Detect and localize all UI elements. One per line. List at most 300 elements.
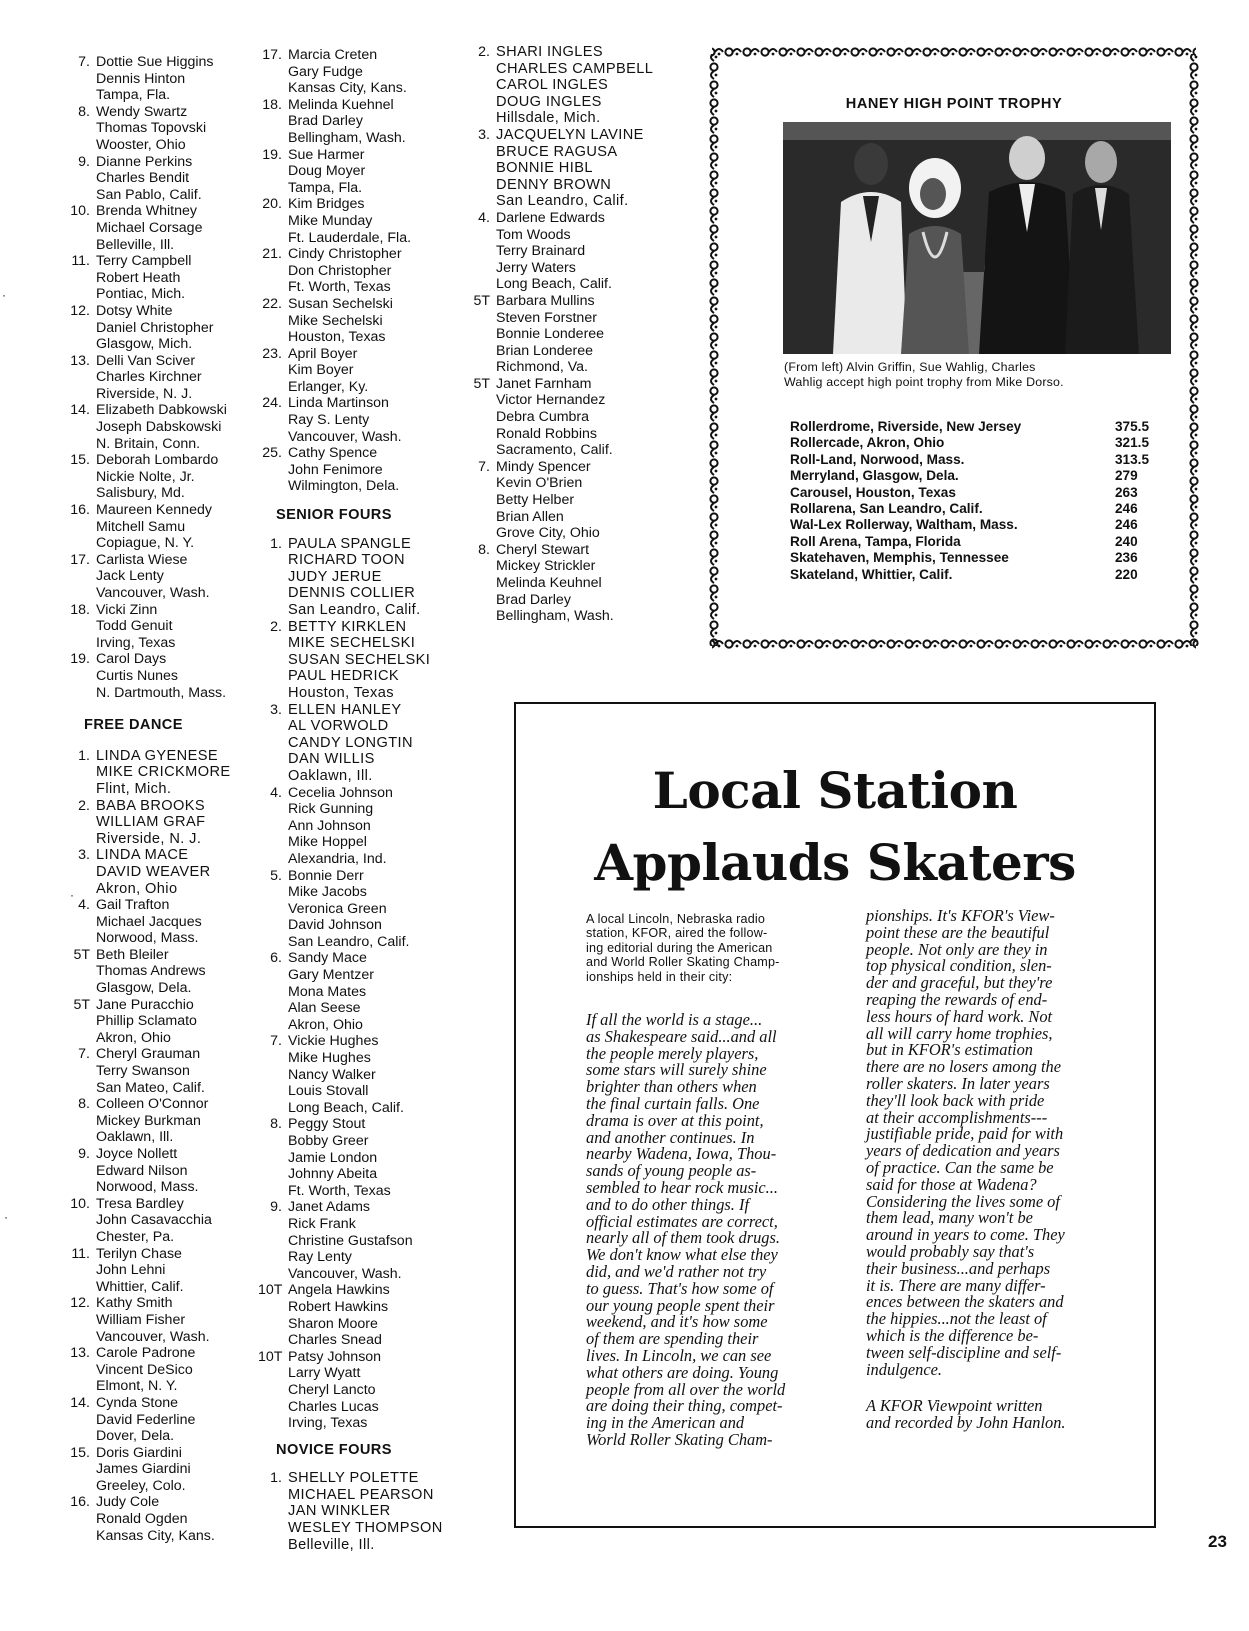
entry-name: Larry Wyatt bbox=[288, 1365, 361, 1382]
entry-name: SHARI INGLES bbox=[496, 44, 603, 60]
editorial-line: reaping the rewards of end- bbox=[866, 989, 1048, 1009]
entries-list bbox=[466, 44, 676, 625]
entry-location: Akron, Ohio bbox=[96, 1029, 171, 1046]
entry-location: Ft. Worth, Texas bbox=[288, 279, 391, 296]
result-entry bbox=[66, 154, 256, 204]
editorial-line: them lead, many won't be bbox=[866, 1208, 1033, 1228]
article-credit bbox=[866, 1398, 1128, 1432]
editorial-line: sands of young people as- bbox=[586, 1161, 757, 1181]
standings-row bbox=[790, 567, 1170, 583]
result-entry bbox=[66, 1096, 256, 1146]
entry-name: Brian Allen bbox=[496, 508, 564, 525]
result-entry bbox=[258, 536, 468, 619]
entry-name: Patsy Johnson bbox=[288, 1348, 382, 1365]
entry-name: Charles Kirchner bbox=[96, 369, 202, 386]
result-entry bbox=[66, 402, 256, 452]
entry-name: Carlista Wiese bbox=[96, 551, 188, 568]
entry-name: Ronald Robbins bbox=[496, 425, 597, 442]
placement-number: 8. bbox=[78, 103, 90, 120]
editorial-line: der and graceful, but they're bbox=[866, 973, 1053, 993]
placement-number: 10. bbox=[70, 1195, 90, 1212]
placement-number: 19. bbox=[262, 146, 282, 163]
entry-name: SUSAN SECHELSKI bbox=[288, 651, 431, 668]
entry-name: David Johnson bbox=[288, 917, 382, 934]
result-entry bbox=[66, 104, 256, 154]
entry-name: Ann Johnson bbox=[288, 817, 371, 834]
entry-name: Cindy Christopher bbox=[288, 246, 402, 263]
entry-name: MIKE SECHELSKI bbox=[288, 635, 416, 652]
placement-number: 8. bbox=[78, 1096, 90, 1113]
result-entry bbox=[258, 950, 468, 1033]
entry-name: Brenda Whitney bbox=[96, 203, 197, 220]
entry-location: Norwood, Mass. bbox=[96, 930, 199, 947]
entry-location: Charles Snead bbox=[288, 1332, 382, 1349]
entry-name: Sharon Moore bbox=[288, 1315, 378, 1332]
entry-location: Sacramento, Calif. bbox=[496, 442, 613, 459]
placement-number: 5T bbox=[473, 292, 490, 309]
result-entry bbox=[258, 785, 468, 868]
placement-number: 3. bbox=[78, 847, 90, 864]
entry-name: WESLEY THOMPSON bbox=[288, 1520, 443, 1537]
page-number: 23 bbox=[1208, 1532, 1227, 1551]
editorial-line: brighter than others when bbox=[586, 1077, 757, 1097]
entry-name: DAN WILLIS bbox=[288, 751, 375, 768]
entry-location: Richmond, Va. bbox=[496, 359, 588, 376]
placement-number: 12. bbox=[70, 302, 90, 319]
entry-location: Greeley, Colo. bbox=[96, 1477, 186, 1494]
editorial-line: indulgence. bbox=[866, 1359, 943, 1379]
headline-line: Applauds Skaters bbox=[594, 833, 1076, 892]
entry-name: Brad Darley bbox=[496, 591, 571, 608]
editorial-line: nearly all of them took drugs. bbox=[586, 1228, 780, 1248]
entry-location: Glasgow, Mich. bbox=[96, 336, 193, 353]
entry-name: PAUL HEDRICK bbox=[288, 668, 400, 685]
result-entry bbox=[66, 798, 256, 848]
entry-name: Cynda Stone bbox=[96, 1394, 179, 1411]
entry-name: Sue Harmer bbox=[288, 146, 365, 163]
entry-name: Mindy Spencer bbox=[496, 458, 591, 475]
result-entry bbox=[66, 1046, 256, 1096]
result-entry bbox=[66, 303, 256, 353]
placement-number: 7. bbox=[78, 54, 90, 70]
entry-name: Terilyn Chase bbox=[96, 1245, 182, 1262]
placement-number: 3. bbox=[270, 701, 282, 718]
editorial-line: which is the difference be- bbox=[866, 1325, 1039, 1345]
rink-points: 246 bbox=[1115, 517, 1138, 533]
placement-number: 12. bbox=[70, 1295, 90, 1312]
entry-name: Doris Giardini bbox=[96, 1444, 182, 1461]
editorial-line: justifiable pride, paid for with bbox=[866, 1124, 1064, 1144]
placement-number: 14. bbox=[70, 402, 90, 419]
entry-name: Carol Days bbox=[96, 651, 167, 668]
entry-name: BETTY KIRKLEN bbox=[288, 618, 407, 635]
entry-name: Tresa Bardley bbox=[96, 1195, 184, 1212]
entry-name: Bonnie Londeree bbox=[496, 326, 605, 343]
rink-points: 279 bbox=[1115, 468, 1138, 484]
placement-number: 21. bbox=[262, 246, 282, 263]
editorial-line: the final curtain falls. One bbox=[586, 1094, 760, 1114]
result-entry bbox=[66, 748, 256, 798]
result-entry bbox=[258, 1282, 468, 1348]
entry-name: Dennis Hinton bbox=[96, 70, 186, 87]
editorial-line: tween self-discipline and self- bbox=[866, 1342, 1062, 1362]
result-entry bbox=[258, 1033, 468, 1116]
rink-points: 375.5 bbox=[1115, 419, 1150, 434]
entry-name: Bobby Greer bbox=[288, 1133, 369, 1149]
result-entry bbox=[66, 54, 256, 104]
intro-line: A local Lincoln, Nebraska radio bbox=[586, 912, 766, 926]
placement-number: 6. bbox=[270, 950, 282, 967]
high-point-standings bbox=[790, 419, 1170, 583]
editorial-line: nearby Wadena, Iowa, Thou- bbox=[586, 1144, 777, 1164]
editorial-line: there are no losers among the bbox=[866, 1057, 1061, 1077]
intro-line: ing editorial during the American bbox=[586, 940, 773, 955]
entry-name: Phillip Sclamato bbox=[96, 1013, 197, 1030]
margin-mark: · bbox=[70, 888, 74, 902]
entry-name: Jamie London bbox=[288, 1149, 378, 1166]
editorial-line: of them are spending their bbox=[586, 1329, 759, 1349]
entry-name: Beth Bleiler bbox=[96, 946, 169, 963]
result-entry bbox=[258, 1199, 468, 1282]
editorial-text-right bbox=[866, 908, 1128, 1378]
editorial-line: sembled to hear rock music... bbox=[586, 1178, 778, 1197]
entry-location: Irving, Texas bbox=[96, 634, 176, 651]
placement-number: 9. bbox=[78, 1146, 90, 1162]
entry-name: Don Christopher bbox=[288, 262, 392, 279]
placement-number: 16. bbox=[70, 1494, 90, 1511]
entry-name: Charles Bendit bbox=[96, 170, 190, 187]
entry-location: Akron, Ohio bbox=[96, 880, 178, 897]
editorial-line: drama is over at this point, bbox=[586, 1110, 764, 1130]
placement-number: 2. bbox=[270, 618, 282, 635]
result-entry bbox=[66, 502, 256, 552]
entry-name: Brian Londeree bbox=[496, 342, 594, 359]
entry-name: Edward Nilson bbox=[96, 1162, 188, 1179]
entry-name: John Fenimore bbox=[288, 461, 383, 478]
result-entry bbox=[66, 1146, 256, 1196]
rink-points: 240 bbox=[1115, 533, 1138, 549]
placement-number: 11. bbox=[71, 253, 90, 270]
result-entry bbox=[258, 1349, 468, 1432]
placement-number: 13. bbox=[70, 352, 90, 369]
placement-number: 10T bbox=[258, 1348, 283, 1365]
entry-location: Riverside, N. J. bbox=[96, 830, 202, 847]
result-entry bbox=[258, 445, 468, 495]
headline-line: Local Station bbox=[652, 761, 1018, 820]
entry-location: Long Beach, Calif. bbox=[496, 276, 612, 293]
photo-caption bbox=[784, 360, 1174, 390]
article-box bbox=[514, 702, 1156, 1528]
margin-mark: · bbox=[2, 288, 6, 302]
entry-location: Copiague, N. Y. bbox=[96, 535, 195, 552]
entry-name: Vicki Zinn bbox=[96, 601, 158, 618]
placement-number: 15. bbox=[70, 1444, 90, 1461]
entry-name: John Lehni bbox=[96, 1262, 166, 1279]
entry-location: Grove City, Ohio bbox=[496, 525, 600, 542]
entry-name: ELLEN HANLEY bbox=[288, 701, 402, 718]
standings-row bbox=[790, 419, 1170, 435]
entry-name: Wendy Swartz bbox=[96, 103, 188, 120]
editorial-line: lives. In Lincoln, we can see bbox=[586, 1345, 772, 1365]
entry-name: JUDY JERUE bbox=[288, 568, 382, 585]
editorial-line: they'll look back with pride bbox=[866, 1090, 1045, 1110]
rink-name: Carousel, Houston, Texas bbox=[790, 484, 956, 500]
article-headline bbox=[516, 755, 1154, 899]
placement-number: 22. bbox=[262, 295, 282, 312]
entry-location: Dover, Dela. bbox=[96, 1428, 175, 1445]
rink-points: 313.5 bbox=[1115, 451, 1150, 467]
entry-name: Rick Frank bbox=[288, 1215, 356, 1232]
entry-name: BABA BROOKS bbox=[96, 797, 206, 814]
entry-location: Kansas City, Kans. bbox=[96, 1527, 215, 1544]
editorial-line: at their accomplishments--- bbox=[866, 1107, 1048, 1127]
result-entry bbox=[66, 997, 256, 1047]
rink-points: 220 bbox=[1115, 566, 1138, 582]
placement-number: 3. bbox=[478, 126, 490, 143]
editorial-line: official estimates are correct, bbox=[586, 1211, 778, 1231]
result-entry bbox=[466, 127, 676, 210]
entry-name: Maureen Kennedy bbox=[96, 502, 212, 519]
editorial-line: less hours of hard work. Not bbox=[866, 1006, 1053, 1026]
entry-name: Melinda Keuhnel bbox=[496, 575, 602, 591]
result-entry bbox=[258, 1116, 468, 1199]
entry-name: Peggy Stout bbox=[288, 1116, 366, 1133]
entry-location: Oaklawn, Ill. bbox=[96, 1129, 174, 1146]
rink-name: Merryland, Glasgow, Dela. bbox=[790, 468, 959, 484]
placement-number: 1. bbox=[270, 1470, 282, 1487]
entry-location: N. Britain, Conn. bbox=[96, 435, 201, 452]
editorial-line: what others are doing. Young bbox=[586, 1362, 779, 1382]
rink-name: Roll Arena, Tampa, Florida bbox=[790, 533, 961, 549]
article-left-column bbox=[586, 912, 826, 1449]
editorial-line: as Shakespeare said...and all bbox=[586, 1026, 777, 1046]
placement-number: 5T bbox=[473, 375, 490, 392]
entry-name: MIKE CRICKMORE bbox=[96, 764, 231, 781]
entry-name: Janet Adams bbox=[288, 1199, 371, 1216]
entry-name: Jane Puracchio bbox=[96, 996, 194, 1013]
entry-location: Chester, Pa. bbox=[96, 1228, 175, 1245]
entry-name: Kathy Smith bbox=[96, 1295, 173, 1312]
entry-name: Daniel Christopher bbox=[96, 319, 214, 336]
standings-row bbox=[790, 435, 1170, 451]
placement-number: 25. bbox=[262, 445, 282, 462]
entry-location: Riverside, N. J. bbox=[96, 385, 193, 402]
standings-row bbox=[790, 550, 1170, 566]
rink-name: Wal-Lex Rollerway, Waltham, Mass. bbox=[790, 517, 1018, 533]
article-right-column bbox=[866, 908, 1128, 1432]
entry-name: Colleen O'Connor bbox=[96, 1096, 209, 1113]
entry-name: Marcia Creten bbox=[288, 47, 378, 63]
intro-line: ionships held in their city: bbox=[586, 969, 733, 984]
section-heading-free-dance: FREE DANCE bbox=[84, 717, 183, 734]
editorial-line: If all the world is a stage... bbox=[586, 1010, 763, 1030]
result-entry bbox=[258, 47, 468, 97]
entry-location: Hillsdale, Mich. bbox=[496, 110, 601, 127]
entry-location: Whittier, Calif. bbox=[96, 1278, 184, 1295]
entry-name: Tom Woods bbox=[496, 226, 571, 243]
credit-line: and recorded by John Hanlon. bbox=[866, 1413, 1066, 1433]
result-entry bbox=[66, 847, 256, 897]
entry-name: Mickey Strickler bbox=[496, 558, 596, 575]
entry-name: RICHARD TOON bbox=[288, 552, 405, 569]
placement-number: 8. bbox=[478, 541, 490, 558]
placement-number: 1. bbox=[78, 747, 90, 764]
editorial-line: weekend, and it's how some bbox=[586, 1312, 768, 1332]
result-entry bbox=[66, 552, 256, 602]
placement-number: 18. bbox=[70, 601, 90, 618]
credit-line: A KFOR Viewpoint written bbox=[866, 1396, 1043, 1416]
editorial-line: of practice. Can the same be bbox=[866, 1157, 1054, 1177]
entry-location: Glasgow, Dela. bbox=[96, 980, 192, 997]
result-entry bbox=[66, 253, 256, 303]
editorial-line: around in years to come. They bbox=[866, 1225, 1065, 1245]
result-entry bbox=[258, 346, 468, 396]
entries-list bbox=[258, 536, 468, 1432]
trophy-photo bbox=[783, 122, 1171, 354]
entry-location: Norwood, Mass. bbox=[96, 1179, 199, 1196]
entry-location: N. Dartmouth, Mass. bbox=[96, 684, 227, 701]
entry-name: Victor Hernandez bbox=[496, 392, 606, 409]
editorial-line: people from all over the world bbox=[586, 1379, 786, 1399]
placement-number: 4. bbox=[478, 209, 490, 226]
editorial-line: the hippies...not the least of bbox=[866, 1309, 1047, 1329]
entry-name: Vincent DeSico bbox=[96, 1361, 193, 1378]
section-heading-senior-fours: SENIOR FOURS bbox=[276, 507, 392, 524]
entry-location: Long Beach, Calif. bbox=[288, 1099, 404, 1116]
editorial-line: ences between the skaters and bbox=[866, 1292, 1064, 1312]
result-entry bbox=[258, 196, 468, 246]
result-entry bbox=[66, 452, 256, 502]
entry-name: April Boyer bbox=[288, 345, 358, 362]
placement-number: 14. bbox=[70, 1394, 90, 1411]
placement-number: 9. bbox=[78, 153, 90, 170]
entry-name: BRUCE RAGUSA bbox=[496, 143, 618, 160]
entry-name: Gary Mentzer bbox=[288, 967, 374, 984]
result-entry bbox=[258, 97, 468, 147]
entry-name: Joseph Dabskowski bbox=[96, 419, 222, 436]
entry-location: San Leandro, Calif. bbox=[288, 602, 421, 618]
result-entry bbox=[258, 296, 468, 346]
rink-name: Roll-Land, Norwood, Mass. bbox=[790, 451, 965, 467]
entry-name: Cathy Spence bbox=[288, 445, 378, 462]
rink-points: 236 bbox=[1115, 550, 1138, 566]
entry-name: Mike Jacobs bbox=[288, 884, 367, 901]
entry-location: Houston, Texas bbox=[288, 329, 386, 346]
entry-name: Cecelia Johnson bbox=[288, 784, 393, 801]
results-column-1 bbox=[66, 54, 256, 1544]
result-entry bbox=[66, 203, 256, 253]
entry-name: Mona Mates bbox=[288, 983, 367, 1000]
result-entry bbox=[258, 868, 468, 951]
entry-name: Judy Cole bbox=[96, 1494, 160, 1511]
placement-number: 7. bbox=[478, 458, 490, 475]
standings-row bbox=[790, 468, 1170, 484]
entries-list bbox=[258, 47, 468, 495]
placement-number: 5T bbox=[73, 946, 90, 963]
entry-name: Kevin O'Brien bbox=[496, 475, 583, 492]
entry-name: Dianne Perkins bbox=[96, 153, 193, 170]
standings-row bbox=[790, 534, 1170, 550]
entry-name: Nickie Nolte, Jr. bbox=[96, 468, 195, 485]
entry-location: Irving, Texas bbox=[288, 1415, 368, 1432]
standings-row bbox=[790, 501, 1170, 517]
editorial-line: ing in the American and bbox=[586, 1413, 745, 1433]
entry-location: San Leandro, Calif. bbox=[496, 193, 629, 210]
entries-list bbox=[66, 748, 256, 1545]
entry-name: DAVID WEAVER bbox=[96, 863, 211, 880]
standings-row bbox=[790, 485, 1170, 501]
editorial-line: would probably say that's bbox=[866, 1241, 1035, 1261]
entry-name: Veronica Green bbox=[288, 900, 387, 917]
result-entry bbox=[258, 246, 468, 296]
editorial-line: World Roller Skating Cham- bbox=[586, 1429, 773, 1449]
editorial-line: some stars will surely shine bbox=[586, 1060, 767, 1080]
entry-name: CAROL INGLES bbox=[496, 77, 609, 94]
entry-name: Darlene Edwards bbox=[496, 209, 605, 226]
entry-name: AL VORWOLD bbox=[288, 718, 389, 735]
placement-number: 8. bbox=[270, 1116, 282, 1133]
entry-location: Bellingham, Wash. bbox=[496, 608, 614, 625]
intro-line: station, KFOR, aired the follow- bbox=[586, 926, 768, 941]
entry-location: Vancouver, Wash. bbox=[288, 428, 402, 445]
editorial-line: Considering the lives some of bbox=[866, 1191, 1060, 1211]
placement-number: 15. bbox=[70, 452, 90, 469]
entry-name: Johnny Abeita bbox=[288, 1166, 378, 1183]
entry-name: CANDY LONGTIN bbox=[288, 734, 413, 751]
entry-name: Cheryl Stewart bbox=[496, 541, 590, 558]
result-entry bbox=[66, 1395, 256, 1445]
entry-name: JACQUELYN LAVINE bbox=[496, 126, 644, 143]
entry-name: WILLIAM GRAF bbox=[96, 814, 206, 831]
result-entry bbox=[66, 1246, 256, 1296]
entry-name: Nancy Walker bbox=[288, 1066, 376, 1083]
entry-name: SHELLY POLETTE bbox=[288, 1470, 419, 1487]
entry-name: DENNY BROWN bbox=[496, 176, 612, 193]
editorial-line: but in KFOR's estimation bbox=[866, 1040, 1033, 1060]
rink-name: Skateland, Whittier, Calif. bbox=[790, 566, 953, 582]
editorial-line: our young people spent their bbox=[586, 1295, 775, 1315]
entry-location: Oaklawn, Ill. bbox=[288, 767, 373, 784]
editorial-line: said for those at Wadena? bbox=[866, 1174, 1037, 1194]
entry-name: Terry Brainard bbox=[496, 243, 586, 260]
editorial-line: and another continues. In bbox=[586, 1127, 755, 1147]
entry-location: Vancouver, Wash. bbox=[96, 585, 210, 601]
entry-name: Doug Moyer bbox=[288, 163, 366, 180]
entry-location: Akron, Ohio bbox=[288, 1016, 363, 1033]
editorial-line: all will carry home trophies, bbox=[866, 1023, 1053, 1043]
result-entry bbox=[66, 1445, 256, 1495]
entry-name: JAN WINKLER bbox=[288, 1503, 391, 1520]
result-entry bbox=[66, 353, 256, 403]
placement-number: 24. bbox=[262, 395, 282, 412]
placement-number: 17. bbox=[70, 551, 90, 568]
entry-name: Jerry Waters bbox=[496, 259, 576, 276]
editorial-line: years of dedication and years bbox=[866, 1141, 1060, 1161]
result-entry bbox=[66, 897, 256, 947]
entry-name: Dotsy White bbox=[96, 302, 173, 319]
placement-number: 23. bbox=[262, 345, 282, 362]
placement-number: 11. bbox=[71, 1245, 90, 1262]
entry-name: Kim Boyer bbox=[288, 362, 354, 379]
entry-name: Angela Hawkins bbox=[288, 1282, 390, 1299]
entry-location: Kansas City, Kans. bbox=[288, 80, 407, 97]
placement-number: 19. bbox=[70, 651, 90, 668]
entry-location: Belleville, Ill. bbox=[288, 1536, 375, 1553]
entry-location: Pontiac, Mich. bbox=[96, 286, 186, 303]
editorial-line: did, and we'd rather not try bbox=[586, 1261, 767, 1281]
entry-location: Ft. Lauderdale, Fla. bbox=[288, 229, 412, 246]
entry-name: LINDA MACE bbox=[96, 847, 189, 864]
